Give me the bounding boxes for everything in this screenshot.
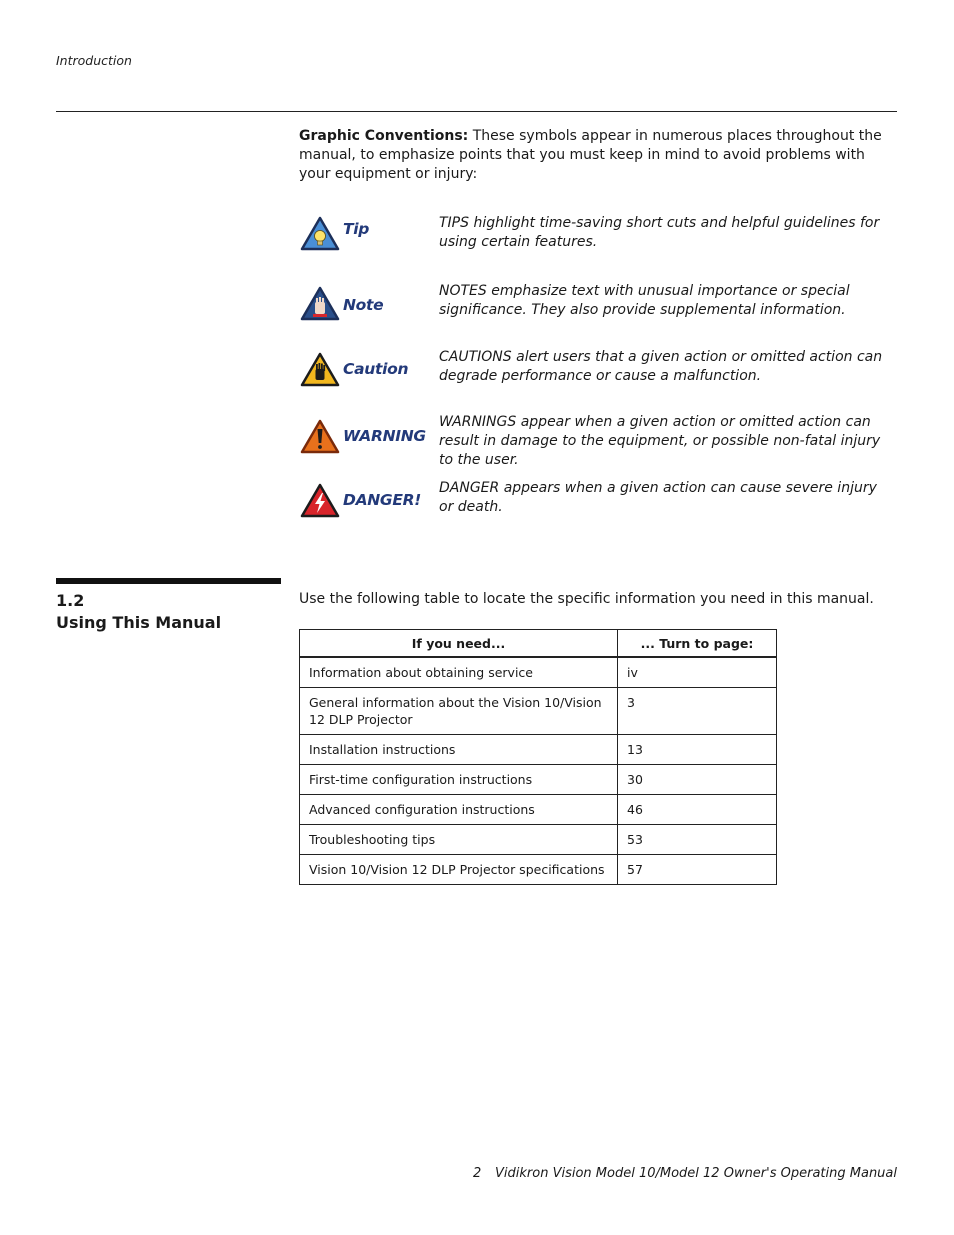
graphic-conventions-paragraph: [299, 127, 899, 184]
table-row: [300, 795, 777, 825]
table-cell-need: First-time configuration instructions: [300, 765, 618, 795]
table-cell-page: iv: [618, 657, 777, 688]
convention-caution-label: Caution: [343, 360, 409, 378]
convention-caution: [299, 351, 897, 401]
caution-hand-icon: [300, 351, 340, 387]
table-header-row: [300, 630, 777, 658]
convention-warning-label: WARNING: [343, 427, 426, 445]
note-hand-icon: [300, 285, 340, 321]
table-row: [300, 765, 777, 795]
graphic-conventions-text: These symbols appear in numerous places throughout the manual, to emphasize points that you must keep in mind to avoid problems with your equipment or injury:: [299, 128, 882, 182]
convention-tip-description: TIPS highlight time-saving short cuts and helpful guidelines for using certain features.: [439, 215, 880, 250]
convention-warning-description: WARNINGS appear when a given action or omitted action can result in damage to the equipment, or possible non-fatal injury to the user.: [439, 414, 881, 468]
table-cell-page: 53: [618, 825, 777, 855]
table-row: [300, 825, 777, 855]
table-cell-need: Vision 10/Vision 12 DLP Projector specifications: [300, 855, 618, 885]
table-cell-page: 30: [618, 765, 777, 795]
convention-note-description: NOTES emphasize text with unusual importance or special significance. They also provide supplemental information.: [439, 283, 850, 318]
convention-danger-label: DANGER!: [343, 491, 422, 509]
lightning-icon: [300, 482, 340, 518]
table-row: [300, 657, 777, 688]
running-header: Introduction: [56, 53, 132, 68]
page-number: 2: [473, 1166, 482, 1181]
table-row: [300, 855, 777, 885]
convention-tip-label: Tip: [343, 220, 370, 238]
table-row: [300, 735, 777, 765]
table-cell-need: Advanced configuration instructions: [300, 795, 618, 825]
lookup-table: [299, 629, 777, 885]
section-bar: [56, 578, 281, 584]
table-cell-page: 13: [618, 735, 777, 765]
graphic-conventions-heading: Graphic Conventions:: [299, 128, 469, 144]
convention-danger-description: DANGER appears when a given action can cause severe injury or death.: [439, 480, 877, 515]
convention-note-label: Note: [343, 296, 384, 314]
table-header-page: ... Turn to page:: [618, 630, 777, 658]
convention-tip: [299, 215, 897, 265]
table-cell-need: Information about obtaining service: [300, 657, 618, 688]
exclamation-icon: [300, 418, 340, 454]
lightbulb-icon: [300, 215, 340, 251]
table-cell-page: 3: [618, 688, 777, 735]
table-cell-page: 57: [618, 855, 777, 885]
convention-caution-description: CAUTIONS alert users that a given action or omitted action can degrade performance or cause a malfunction.: [439, 349, 883, 384]
section-title: Using This Manual: [56, 613, 222, 632]
footer-manual-title: Vidikron Vision Model 10/Model 12 Owner's Operating Manual: [495, 1166, 897, 1181]
table-cell-need: Installation instructions: [300, 735, 618, 765]
section-intro: Use the following table to locate the specific information you need in this manual.: [299, 591, 874, 607]
table-row: [300, 688, 777, 735]
convention-warning: [299, 414, 897, 468]
table-header-need: If you need...: [300, 630, 618, 658]
table-cell-page: 46: [618, 795, 777, 825]
header-divider: [56, 111, 897, 112]
convention-note: [299, 285, 897, 335]
table-cell-need: Troubleshooting tips: [300, 825, 618, 855]
table-cell-need: General information about the Vision 10/Vision 12 DLP Projector: [300, 688, 618, 735]
section-number: 1.2: [56, 591, 85, 610]
convention-danger: [299, 482, 897, 532]
